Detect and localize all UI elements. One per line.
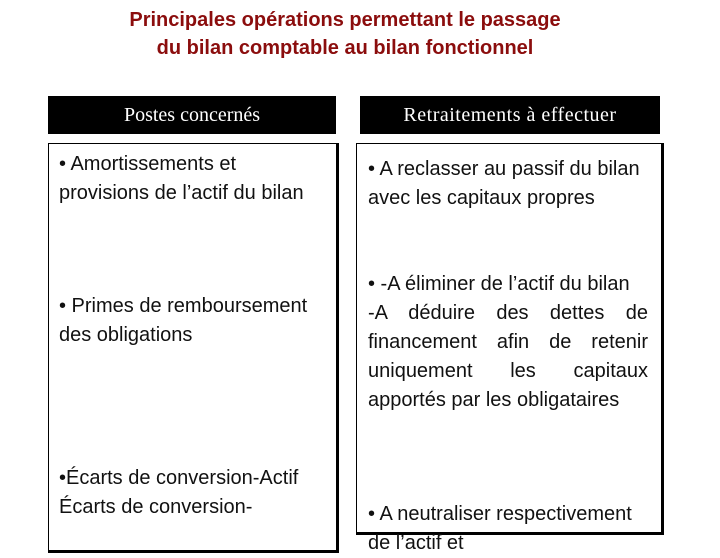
retraitement-eliminer: • -A éliminer de l’actif du bilan -A déduire des dettes de financement afin de retenir uniquement les capitaux apportés par les obligataires xyxy=(368,273,648,411)
title-line-1: Principales opérations permettant le passage xyxy=(129,9,561,31)
panel-retraitements xyxy=(356,143,664,554)
panel-postes xyxy=(48,143,339,553)
slide-title xyxy=(0,6,690,62)
retraitement-neutraliser: • A neutraliser respectivement de l’actif et xyxy=(368,503,632,554)
retraitement-reclasser: • A reclasser au passif du bilan avec les capitaux propres xyxy=(368,158,640,209)
header-retraitements: Retraitements à effectuer xyxy=(360,96,660,134)
poste-amortissements: • Amortissements et provisions de l’actif du bilan xyxy=(59,153,304,204)
header-postes-concernes: Postes concernés xyxy=(48,96,336,134)
title-line-2: du bilan comptable au bilan fonctionnel xyxy=(156,37,534,59)
poste-primes-remboursement: • Primes de remboursement des obligations xyxy=(59,295,308,346)
poste-ecarts-conversion: •Écarts de conversion-Actif Écarts de conversion- xyxy=(59,467,299,518)
